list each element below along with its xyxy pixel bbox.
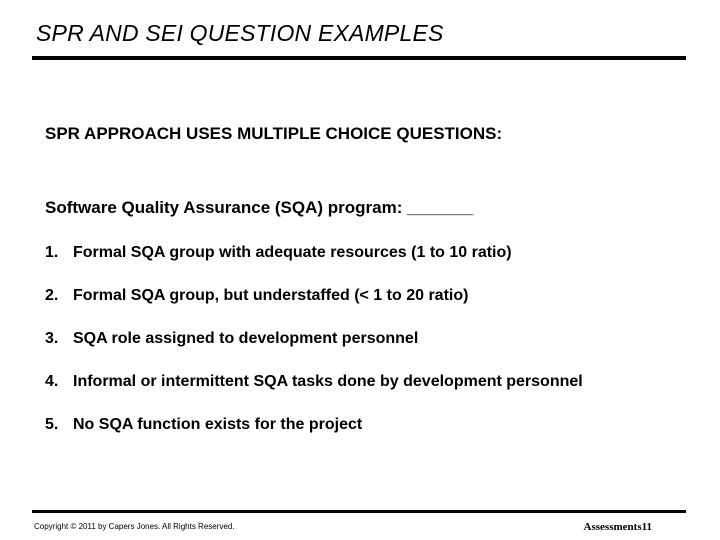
answer-option <box>45 373 583 416</box>
option-text: Formal SQA group, but understaffed (< 1 to 20 ratio) <box>73 287 469 304</box>
option-number: 1. <box>45 244 59 261</box>
section-heading: SPR APPROACH USES MULTIPLE CHOICE QUESTIONS: <box>45 124 503 143</box>
answer-options-list <box>45 244 583 459</box>
option-number: 4. <box>45 373 59 390</box>
option-text: No SQA function exists for the project <box>73 416 363 433</box>
slide-title: SPR AND SEI QUESTION EXAMPLES <box>36 20 444 46</box>
option-text: SQA role assigned to development personnel <box>73 330 419 347</box>
footer-divider <box>32 510 686 513</box>
title-divider <box>32 56 686 60</box>
option-text: Informal or intermittent SQA tasks done by development personnel <box>73 373 583 390</box>
copyright-notice: Copyright © 2011 by Capers Jones. All Rights Reserved. <box>34 522 235 531</box>
answer-option <box>45 330 583 373</box>
option-number: 3. <box>45 330 59 347</box>
option-number: 5. <box>45 416 59 433</box>
question-prompt: Software Quality Assurance (SQA) program: _______ <box>45 198 474 217</box>
answer-option <box>45 287 583 330</box>
option-text: Formal SQA group with adequate resources (1 to 10 ratio) <box>73 244 512 261</box>
page-reference: Assessments11 <box>583 521 652 533</box>
answer-option <box>45 244 583 287</box>
answer-option <box>45 416 583 459</box>
option-number: 2. <box>45 287 59 304</box>
